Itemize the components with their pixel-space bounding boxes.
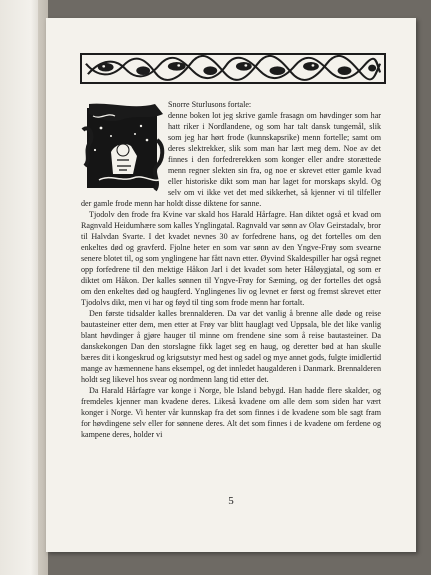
intro-paragraph: denne boken lot jeg skrive gamle frasagn om høvdinger som har hatt riker i Nordlandene, og som har talt dansk tungemål, slik som jeg har hørt frode (kunnskapsrike) menn fortelle; samt om deres slektrekker, slik som man har lært meg dem. Noe av det finnes i den forfedrerekken som konger eller andre storættede menn regner slekten sin fra, og noe er skrevet etter gamle kvad eller historiske dikt som man har laget for morskaps skyld. Og selv om vi ikke vet det med sikkerhet, så kjenner vi til tilfeller der gamle frode menn har holdt disse diktene for sanne. — [81, 111, 381, 208]
body-text — [81, 99, 381, 440]
paragraph-brennalderen: Den første tidsalder kalles brennalderen. Da var det vanlig å brenne alle døde og reise bautasteiner etter dem, men etter at Frøy var blitt hauglagt ved Uppsala, ble det like vanlig blant høvdinger å gjøre hauger til minne om frendene sine som å reise bautasteiner. Da danskekongen Dan den storslagne fikk laget seg en haug, og deretter bød at han skulle bæres dit i kongeskrud og krigsutstyr med hest og sadel og mye annet gods, fulgte imidlertid mange av hæmennene hans eksempel, og det innledet haugalderen i Danmark. Brennalderen holdt seg likevel hos svear og nordmenn lang tid etter det. — [81, 309, 381, 384]
knotwork-ornament — [82, 55, 384, 82]
source-line: Snorre Sturlusons fortale: — [168, 100, 252, 109]
book-page — [46, 18, 416, 552]
paragraph-harald: Da Harald Hårfagre var konge i Norge, ble Island bebygd. Han hadde flere skalder, og fremdeles kjenner man kvadene deres. Likeså kvadene om alle dem som siden har vært konger i Norge. Vi henter vår kunnskap fra det som finnes i de kvadene som ble sagt fram for høvdingene selv eller for sønnene deres. Alt det som finnes i de kvadene om ferdene og kampene deres, holder vi — [81, 386, 381, 439]
paragraph-tjodolv: Tjodolv den frode fra Kvine var skald hos Harald Hårfagre. Han diktet også et kvad om Ragnvald Heidumhære som kalles Ynglingatal. Ragnvald var sønn av Olav Geirstadalv, bror til Halvdan Svarte. I det kvadet nevnes 30 av forfedrene hans, og det fortelles om den enkeltes død og gravferd. Fjolne heter en som var sønn av den Yngve-Frøy som svearne senere blotet til, og som ynglingene har fått navn etter. Øyvind Skaldespiller har også regnet opp forfedrene til den mektige Håkon Jarl i det kvadet som heter Håløygjatal, og som er diktet om Håkon. Der kalles sønnen til Yngve-Frøy for Sæming, og der fortelles det også om den enkeltes død og haugferd. Ynglingenes liv og levnet er først og fremst skrevet etter Tjodolvs dikt, men vi har og føyd til ting som frode menn har fortalt. — [81, 210, 381, 307]
decorative-header-band — [80, 53, 386, 84]
initial-spacer — [81, 99, 168, 196]
page-number: 5 — [228, 495, 234, 507]
